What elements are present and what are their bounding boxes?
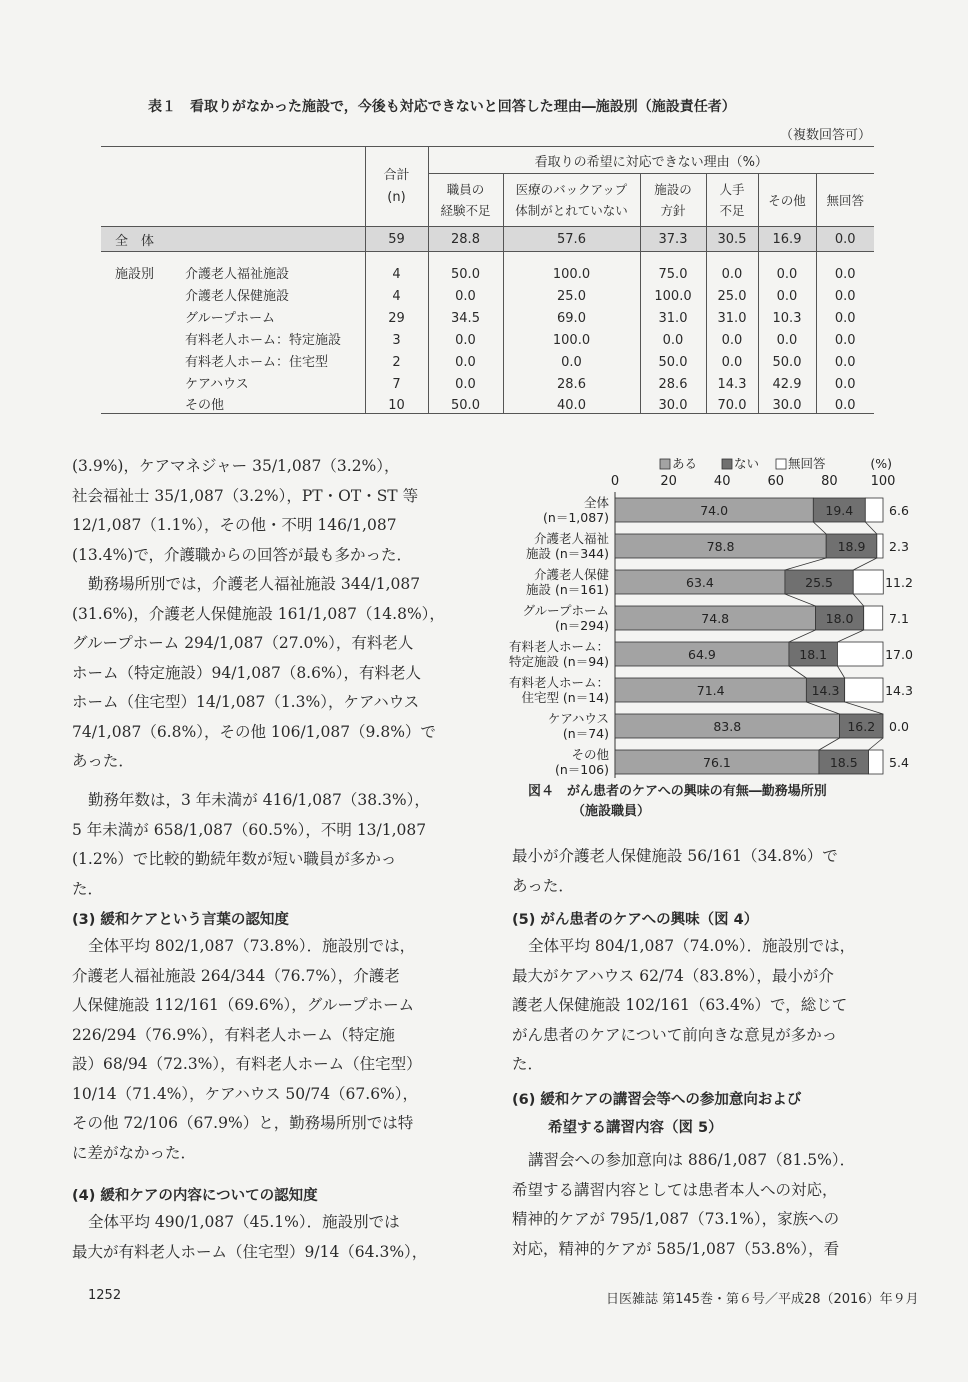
row-value: 25.0	[503, 282, 640, 304]
bar-value-label: 6.6	[889, 503, 909, 518]
bar-value-label: 63.4	[686, 575, 714, 590]
bar-value-label: 14.3	[811, 683, 840, 698]
heading-4: (4) 緩和ケアの内容についての認知度	[72, 1188, 318, 1204]
col-header-noanswer: 無回答	[816, 174, 874, 227]
facility-label: 介護老人保健施設	[185, 288, 290, 304]
axis-tick-label: 80	[821, 474, 838, 489]
bar-value-label: 18.1	[799, 647, 828, 662]
text-line: 希望する講習内容としては患者本人への対応，	[512, 1180, 838, 1199]
row-value: 100.0	[503, 252, 640, 282]
col2-line2: 体制がとれていない	[515, 203, 628, 218]
overall-label: 全 体	[115, 233, 155, 249]
col4-line2: 不足	[719, 203, 745, 218]
category-label: 施設 (n＝344)	[525, 546, 609, 561]
facility-label: その他	[185, 398, 225, 413]
row-value: 30.0	[640, 392, 706, 414]
row-value: 100.0	[640, 282, 706, 304]
bar-value-label: 18.0	[825, 611, 854, 626]
axis-tick-label: 100	[870, 474, 896, 489]
legend-label: ある	[672, 456, 698, 471]
bar-segment-無回答	[845, 678, 883, 702]
category-label: ケアハウス	[547, 711, 609, 726]
row-n: 2	[365, 348, 428, 370]
text-line: 最大が有料老人ホーム（住宅型）9/14（64.3%），	[72, 1242, 428, 1261]
category-label: グループホーム	[522, 603, 609, 618]
bar-value-label: 11.2	[885, 575, 913, 590]
row-value: 34.5	[428, 304, 503, 326]
bar-segment-無回答	[865, 498, 883, 522]
text-line: ホーム（特定施設）94/1,087（8.6%），有料老人	[72, 663, 421, 682]
row-value: 0.0	[816, 282, 874, 304]
page-number: 1252	[88, 1288, 122, 1303]
category-label: 住宅型 (n＝14)	[521, 690, 609, 705]
bar-segment-無回答	[853, 570, 883, 594]
col3-line2: 方針	[660, 203, 686, 218]
connector-line	[789, 666, 806, 678]
bar-value-label: 64.9	[688, 647, 716, 662]
overall-v0: 28.8	[428, 227, 503, 252]
row-value: 31.0	[640, 304, 706, 326]
row-value: 70.0	[706, 392, 758, 414]
col2-line1: 医療のバックアップ	[515, 182, 628, 197]
text-line: 226/294（76.9%），有料老人ホーム（特定施	[72, 1025, 395, 1044]
row-value: 0.0	[816, 304, 874, 326]
bar-value-label: 2.3	[889, 539, 909, 554]
row-value: 0.0	[503, 348, 640, 370]
row-n: 29	[365, 304, 428, 326]
total-header-line1: 合計	[383, 167, 410, 183]
row-value: 0.0	[816, 252, 874, 282]
row-n: 3	[365, 326, 428, 348]
text-line: 勤務場所別では，介護老人福祉施設 344/1,087	[88, 575, 421, 593]
row-label	[101, 282, 365, 304]
chart-categories	[509, 495, 610, 777]
table1-note: （複数回答可）	[780, 128, 872, 143]
row-value: 40.0	[503, 392, 640, 414]
table1-overall-row	[101, 227, 874, 252]
text-line: 12/1,087（1.1%），その他・不明 146/1,087	[72, 516, 397, 534]
connector-line	[869, 738, 883, 750]
table-row	[101, 392, 874, 414]
legend-swatch	[722, 459, 732, 469]
row-value: 0.0	[816, 348, 874, 370]
axis-tick-label: 0	[610, 474, 620, 489]
text-line: グループホーム 294/1,087（27.0%），有料老人	[72, 634, 414, 652]
connector-line	[837, 630, 863, 642]
text-line: 最大がケアハウス 62/74（83.8%），最小が介	[512, 966, 834, 985]
bar-segment-無回答	[869, 750, 883, 774]
category-label: 介護老人福祉	[533, 531, 609, 546]
left-para-3	[72, 786, 430, 904]
row-value: 30.0	[758, 392, 816, 414]
category-label: 特定施設 (n＝94)	[508, 654, 609, 669]
category-label: 有料老人ホーム：	[508, 675, 609, 690]
overall-n: 59	[365, 227, 428, 252]
bar-segment-無回答	[877, 534, 883, 558]
axis-tick-label: 60	[767, 474, 785, 489]
heading-6-line2: 希望する講習内容（図 5）	[548, 1120, 723, 1136]
text-line: 10/14（71.4%），ケアハウス 50/74（67.6%），	[72, 1084, 419, 1103]
table1-header-row1	[101, 147, 874, 174]
row-value: 28.6	[503, 370, 640, 392]
chart-legend	[660, 456, 892, 471]
bar-value-label: 18.9	[837, 539, 866, 554]
table1-body	[101, 252, 874, 414]
bar-value-label: 78.8	[706, 539, 735, 554]
row-value: 0.0	[428, 326, 503, 348]
row-value: 0.0	[706, 348, 758, 370]
figure4-chart	[500, 452, 920, 782]
row-label	[101, 326, 365, 348]
text-line: (13.4%)で，介護職からの回答が最も多かった．	[72, 545, 413, 564]
text-line: がん患者のケアについて前向きな意見が多かっ	[512, 1025, 838, 1044]
journal-info: 日医雑誌 第145巻・第６号／平成28（2016）年９月	[606, 1292, 919, 1307]
category-label: その他	[571, 747, 609, 762]
text-line: (1.2%）で比較的勤続年数が短い職員が多かっ	[72, 850, 397, 868]
facility-label: グループホーム	[185, 310, 275, 326]
category-label: 全体	[583, 495, 609, 510]
row-value: 100.0	[503, 326, 640, 348]
axis-tick-label: 40	[713, 474, 731, 489]
row-n: 7	[365, 370, 428, 392]
bar-value-label: 19.4	[825, 503, 854, 518]
row-label	[101, 304, 365, 326]
col1-line1: 職員の	[446, 182, 485, 197]
row-value: 31.0	[706, 304, 758, 326]
text-line: 社会福祉士 35/1,087（3.2%），PT・OT・ST 等	[72, 486, 419, 505]
col-header-backup	[503, 174, 640, 227]
connector-line	[819, 738, 840, 750]
text-line: 全体平均 804/1,087（74.0%）．施設別では，	[528, 937, 856, 955]
row-n: 4	[365, 282, 428, 304]
bar-value-label: 76.1	[703, 755, 731, 770]
connector-line	[789, 630, 816, 642]
category-label: 施設 (n＝161)	[525, 582, 609, 597]
left-para-1	[72, 452, 418, 570]
facility-label: ケアハウス	[185, 376, 249, 392]
bar-value-label: 14.3	[885, 683, 913, 698]
overall-v4: 16.9	[758, 227, 816, 252]
text-line: 介護老人福祉施設 264/344（76.7%），介護老	[72, 966, 400, 985]
overall-v5: 0.0	[816, 227, 874, 252]
connector-line	[853, 594, 863, 606]
row-value: 0.0	[428, 282, 503, 304]
text-line: 護老人保健施設 102/161（63.4%）で，総じて	[512, 996, 848, 1014]
row-value: 25.0	[706, 282, 758, 304]
text-line: 5 年未満が 658/1,087（60.5%），不明 13/1,087	[72, 820, 427, 839]
category-label: (n＝106)	[554, 762, 609, 777]
heading-3: (3) 緩和ケアという言葉の認知度	[72, 912, 289, 928]
table-row	[101, 304, 874, 326]
row-label	[101, 370, 365, 392]
row-value: 0.0	[640, 326, 706, 348]
left-para-4	[72, 932, 422, 1168]
row-value: 28.6	[640, 370, 706, 392]
table-row	[101, 370, 874, 392]
overall-v3: 30.5	[706, 227, 758, 252]
text-line: あった．	[72, 752, 134, 770]
col-header-experience	[428, 174, 503, 227]
text-line: た．	[512, 1055, 544, 1073]
facility-label: 介護老人福祉施設	[185, 266, 290, 282]
row-value: 0.0	[816, 370, 874, 392]
category-label: (n＝74)	[562, 726, 609, 741]
row-n: 10	[365, 392, 428, 414]
row-value: 50.0	[428, 392, 503, 414]
figure4-caption-1: 図４ がん患者のケアへの興味の有無―勤務場所別	[528, 784, 827, 799]
category-label: 介護老人保健	[533, 567, 609, 582]
text-line: 全体平均 490/1,087（45.1%）．施設別では	[88, 1213, 400, 1231]
group-label: 施設別	[115, 266, 155, 282]
bar-value-label: 18.5	[829, 755, 858, 770]
text-line: 人保健施設 112/161（69.6%），グループホーム	[72, 996, 415, 1014]
row-value: 0.0	[428, 348, 503, 370]
chart-unit-label: (%)	[870, 456, 892, 471]
connector-line	[785, 594, 816, 606]
row-value: 0.0	[816, 392, 874, 414]
text-line: 設）68/94（72.3%），有料老人ホーム（住宅型）	[72, 1055, 422, 1073]
left-para-5	[72, 1208, 428, 1267]
text-line: あった．	[512, 876, 574, 895]
table1-title: 表１ 看取りがなかった施設で，今後も対応できないと回答した理由―施設別（施設責任者）	[148, 99, 736, 115]
row-value: 0.0	[758, 252, 816, 282]
reasons-group-header: 看取りの希望に対応できない理由（%）	[428, 147, 874, 174]
connector-line	[806, 702, 839, 714]
text-line: 講習会への参加意向は 886/1,087（81.5%）．	[528, 1151, 856, 1169]
text-line: (3.9%)，ケアマネジャー 35/1,087（3.2%），	[72, 457, 400, 475]
bar-value-label: 16.2	[847, 719, 876, 734]
text-line: 最小が介護老人保健施設 56/161（34.8%）で	[512, 847, 838, 865]
total-header-line2: (n)	[387, 189, 406, 205]
legend-swatch	[776, 459, 786, 469]
table-row	[101, 252, 874, 282]
category-label: (n＝1,087)	[543, 510, 609, 525]
row-label	[101, 252, 365, 282]
bar-value-label: 7.1	[889, 611, 909, 626]
text-line: 精神的ケアが 795/1,087（73.1%），家族への	[512, 1210, 840, 1228]
total-header	[365, 147, 428, 227]
legend-label: 無回答	[788, 456, 826, 471]
row-value: 50.0	[428, 252, 503, 282]
right-para-1	[512, 842, 838, 901]
text-line: ホーム（住宅型）14/1,087（1.3%），ケアハウス	[72, 693, 420, 711]
chart-bars	[615, 498, 913, 774]
bar-value-label: 83.8	[713, 719, 742, 734]
bar-value-label: 17.0	[885, 647, 913, 662]
category-label: 有料老人ホーム：	[508, 639, 609, 654]
row-value: 0.0	[758, 326, 816, 348]
row-value: 0.0	[428, 370, 503, 392]
text-line: た．	[72, 879, 104, 898]
connector-line	[865, 522, 877, 534]
col4-line1: 人手	[719, 182, 745, 197]
text-line: 勤務年数は，3 年未満が 416/1,087（38.3%），	[88, 791, 430, 809]
row-value: 0.0	[816, 326, 874, 348]
facility-label: 有料老人ホーム：住宅型	[185, 354, 329, 370]
legend-label: ない	[734, 456, 760, 471]
row-value: 0.0	[758, 282, 816, 304]
row-value: 0.0	[706, 252, 758, 282]
heading-5: (5) がん患者のケアへの興味（図 4）	[512, 912, 759, 928]
row-value: 10.3	[758, 304, 816, 326]
table-row	[101, 282, 874, 304]
table-row	[101, 326, 874, 348]
overall-v2: 37.3	[640, 227, 706, 252]
connector-line	[853, 558, 877, 570]
table1	[101, 146, 874, 414]
bar-segment-無回答	[837, 642, 883, 666]
row-label	[101, 348, 365, 370]
axis-tick-label: 20	[660, 474, 677, 489]
text-line: その他 72/106（67.9%）と，勤務場所別では特	[72, 1114, 414, 1132]
table-row	[101, 348, 874, 370]
row-value: 50.0	[758, 348, 816, 370]
bar-value-label: 0.0	[889, 719, 909, 734]
bar-segment-無回答	[864, 606, 883, 630]
heading-6-line1: (6) 緩和ケアの講習会等への参加意向および	[512, 1092, 802, 1108]
row-n: 4	[365, 252, 428, 282]
connector-line	[845, 702, 883, 714]
col1-line2: 経験不足	[440, 203, 491, 218]
figure4-caption-2: （施設職員）	[572, 804, 651, 819]
text-line: 対応，精神的ケアが 585/1,087（53.8%），看	[512, 1239, 840, 1258]
connector-line	[837, 666, 844, 678]
text-line: に差がなかった．	[72, 1143, 197, 1162]
category-label: (n＝294)	[554, 618, 609, 633]
col3-line1: 施設の	[654, 182, 692, 197]
text-line: 74/1,087（6.8%），その他 106/1,087（9.8%）で	[72, 722, 436, 741]
row-value: 14.3	[706, 370, 758, 392]
left-para-2	[72, 570, 445, 777]
col-header-other: その他	[758, 174, 816, 227]
row-value: 69.0	[503, 304, 640, 326]
bar-value-label: 5.4	[889, 755, 909, 770]
legend-swatch	[660, 459, 670, 469]
right-para-2	[512, 932, 856, 1080]
text-line: 全体平均 802/1,087（73.8%）．施設別では，	[88, 937, 416, 955]
bar-value-label: 74.8	[701, 611, 730, 626]
bar-value-label: 25.5	[805, 575, 834, 590]
row-value: 50.0	[640, 348, 706, 370]
row-value: 0.0	[706, 326, 758, 348]
right-para-3	[512, 1146, 856, 1264]
bar-value-label: 74.0	[700, 503, 729, 518]
col-header-staff	[706, 174, 758, 227]
facility-label: 有料老人ホーム：特定施設	[185, 332, 342, 348]
row-value: 42.9	[758, 370, 816, 392]
text-line: (31.6%)，介護老人保健施設 161/1,087（14.8%），	[72, 604, 445, 623]
row-value: 75.0	[640, 252, 706, 282]
connector-line	[785, 558, 826, 570]
col-header-policy	[640, 174, 706, 227]
connector-line	[813, 522, 826, 534]
row-label	[101, 392, 365, 414]
bar-value-label: 71.4	[696, 683, 725, 698]
overall-v1: 57.6	[503, 227, 640, 252]
